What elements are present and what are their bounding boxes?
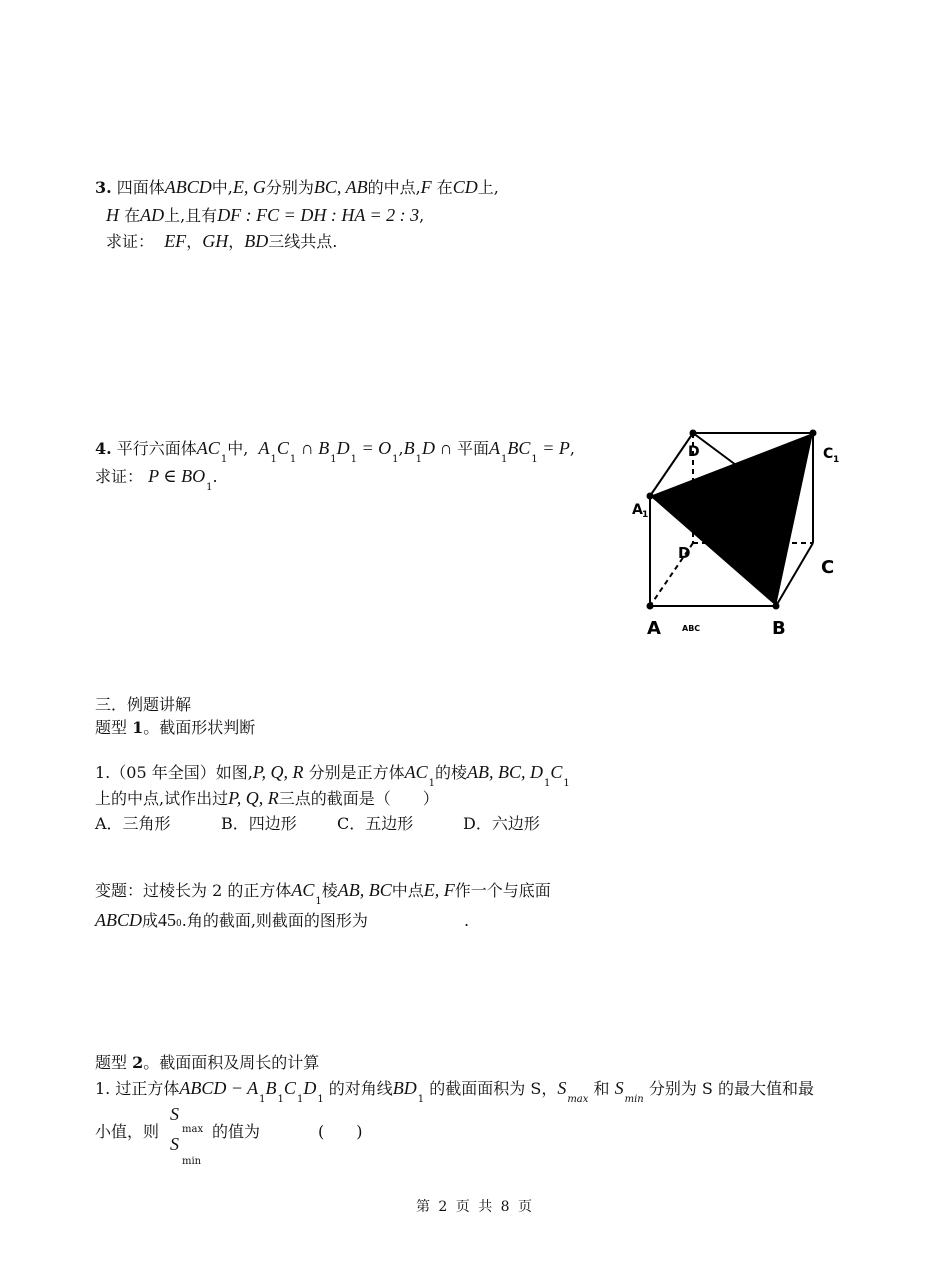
label-c1: C — [823, 446, 834, 462]
label-a1: A — [632, 502, 643, 518]
option-c: C．五边形 — [337, 814, 414, 833]
label-a1-sub: 1 — [642, 510, 649, 520]
problem4-line2: 求证： P ∈ $BO_1$. — [95, 466, 218, 493]
page-footer: 第 2 页 共 8 页 — [415, 1199, 535, 1215]
type2-line2: 小值，则 — [95, 1122, 160, 1141]
type2-heading: 题型 2。截面面积及周长的计算 — [95, 1053, 320, 1072]
q1-options — [95, 814, 540, 834]
parallelepiped-figure — [620, 420, 850, 650]
problem3-line3: 求证： EF，GH，BD三线共点. — [106, 231, 338, 251]
problem3-ratio: DF : FC = DH : HA = 2 : 3 — [217, 205, 420, 225]
variant-line1: 变题：过棱长为 2 的正方体$AC_1$棱AB, BC中点E, F作一个与底面 — [95, 880, 551, 907]
section3-heading: 三．例题讲解 — [95, 695, 192, 714]
option-b: B．四边形 — [221, 814, 297, 833]
problem4-line1: 4. 平行六面体$AC_1$中, $A_1C_1$ ∩ $B_1D_1 = O_1,B_1D$ ∩ 平面$A_1BC_1 = P$, — [95, 438, 575, 465]
label-d: D — [678, 544, 691, 562]
label-c1-sub: 1 — [833, 455, 840, 465]
q1-line1: 1.（05 年全国）如图,P, Q, R 分别是正方体$AC_1$的棱AB, BC, $D_1C_1$ — [95, 762, 570, 789]
fraction-numerator: S — [170, 1104, 179, 1124]
problem3-line1: 3. 四面体ABCD中,E, G分别为BC, AB的中点,F 在CD上, — [95, 177, 499, 197]
type2-line1: 1. 过正方体ABCD − $A_1B_1C_1D_1$ 的对角线$BD_1$ 的截面面积为 S，$S_{max}$ 和 $S_{min}$ 分别为 S 的最大值和最 — [95, 1078, 814, 1105]
vertex-b — [773, 603, 780, 610]
problem4-number: 4. — [95, 439, 112, 458]
q1-line2: 上的中点,试作出过P, Q, R三点的截面是（ ） — [95, 788, 439, 808]
label-d1: D — [688, 444, 700, 460]
label-b: B — [772, 618, 786, 639]
option-d: D．六边形 — [463, 814, 540, 833]
type2-line2-tail: 的值为 — [212, 1122, 261, 1141]
fraction-numerator-sub: max — [182, 1124, 204, 1135]
vertex-a — [647, 603, 654, 610]
label-c: C — [821, 557, 835, 578]
fraction-denominator: S — [170, 1134, 179, 1154]
answer-paren: ( ) — [318, 1122, 363, 1141]
type1-heading: 题型 1。截面形状判断 — [95, 718, 256, 737]
problem3-number: 3. — [95, 178, 112, 197]
label-a: A — [647, 618, 661, 639]
option-a: A．三角形 — [95, 814, 171, 833]
problem3-line2: H 在AD上,且有DF : FC = DH : HA = 2 : 3, — [106, 205, 425, 225]
vertex-d1 — [690, 430, 697, 437]
edge-diag — [693, 433, 740, 468]
label-bottom-mark: ABC — [682, 624, 701, 633]
vertex-a1 — [647, 493, 654, 500]
vertex-c1 — [810, 430, 817, 437]
fraction-denominator-sub: min — [182, 1156, 202, 1167]
variant-line2: ABCD成450.角的截面,则截面的图形为 . — [95, 910, 470, 930]
